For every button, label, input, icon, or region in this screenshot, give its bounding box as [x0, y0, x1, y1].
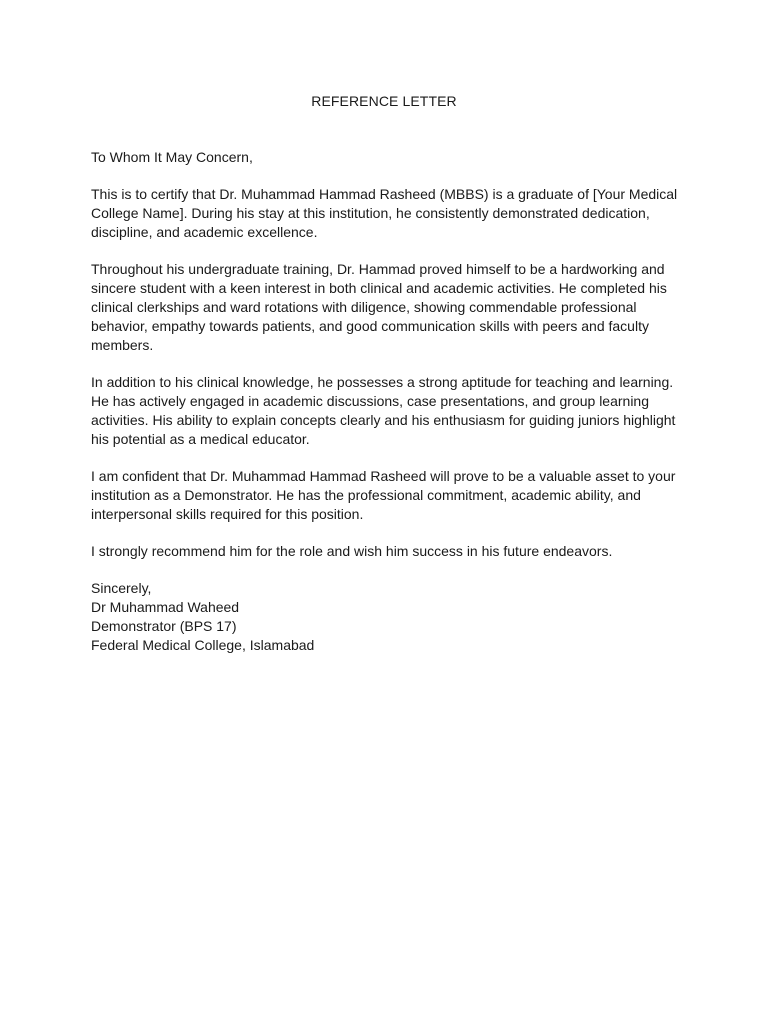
signature-block	[91, 579, 681, 655]
signer-name: Dr Muhammad Waheed	[91, 599, 240, 615]
paragraph-teaching: In addition to his clinical knowledge, he possesses a strong aptitude for teaching and learning. He has actively engaged in academic discussions, case presentations, and group learning activities. His ability to explain concepts clearly and his enthusiasm for guiding juniors highlight his potential as a medical educator.	[91, 374, 676, 447]
salutation: To Whom It May Concern,	[91, 149, 253, 165]
paragraph-confidence: I am confident that Dr. Muhammad Hammad Rasheed will prove to be a valuable asset to your institution as a Demonstrator. He has the professional commitment, academic ability, and interpersonal skills required for this position.	[91, 468, 676, 522]
letter-body	[91, 148, 681, 655]
closing: Sincerely,	[91, 580, 152, 596]
letter-title: REFERENCE LETTER	[311, 93, 457, 109]
paragraph-recommendation: I strongly recommend him for the role and wish him success in his future endeavors.	[91, 543, 613, 559]
signer-title: Demonstrator (BPS 17)	[91, 618, 237, 634]
paragraph-training: Throughout his undergraduate training, Dr. Hammad proved himself to be a hardworking and sincere student with a keen interest in both clinical and academic activities. He completed his clinical clerkships and ward rotations with diligence, showing commendable professional behavior, empathy towards patients, and good communication skills with peers and faculty members.	[91, 261, 667, 353]
paragraph-certification: This is to certify that Dr. Muhammad Hammad Rasheed (MBBS) is a graduate of [Your Medical College Name]. During his stay at this institution, he consistently demonstrated dedication, discipline, and academic excellence.	[91, 186, 678, 240]
signer-institution: Federal Medical College, Islamabad	[91, 637, 315, 653]
